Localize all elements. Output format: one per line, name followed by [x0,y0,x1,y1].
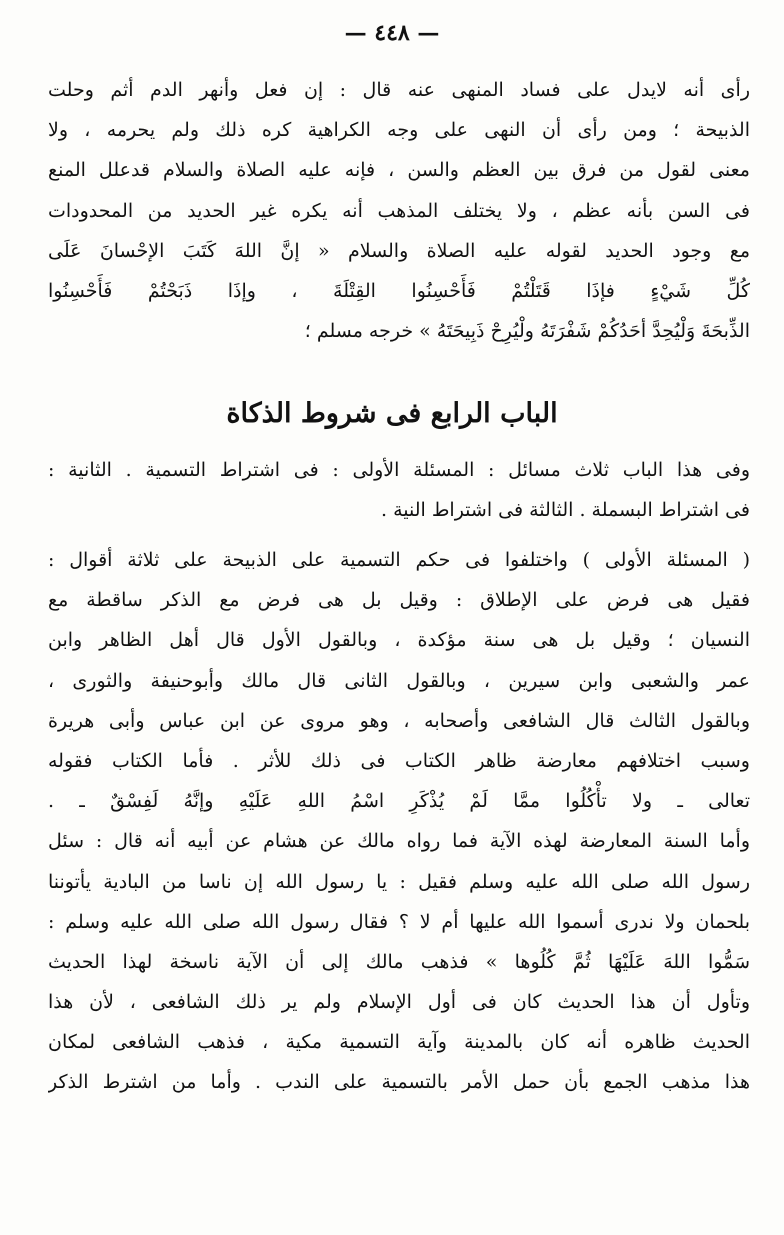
text-line: هذا مذهب الجمع بأن حمل الأمر بالتسمية على الندب . وأما من اشترط الذكر [48,1071,750,1094]
text-line: رسول الله صلى الله عليه وسلم فقيل : يا رسول الله إن ناسا من البادية يأتوننا [48,870,750,893]
paragraph-slaughter-tools [48,70,750,351]
text-line: وبالقول الثالث قال الشافعى وأصحابه ، وهو مروى عن ابن عباس وأبى هريرة [48,709,750,732]
text-line: مع وجود الحديد لقوله عليه الصلاة والسلام « إنَّ اللهَ كَتَبَ الإحْسانَ عَلَى [48,239,750,262]
chapter-heading: الباب الرابع فى شروط الذكاة [226,398,558,429]
text-line: النسيان ؛ وقيل بل هى سنة مؤكدة ، وبالقول الأول قال أهل الظاهر وابن [48,629,750,652]
text-line: فى اشتراط البسملة . الثالثة فى اشتراط النية . [381,499,750,522]
text-line: ( المسئلة الأولى ) واختلفوا فى حكم التسمية على الذبيحة على ثلاثة أقوال : [48,549,750,571]
text-line: فى السن بأنه عظم ، ولا يختلف المذهب أنه يكره غير الحديد من المحدودات [48,199,750,222]
page-number: — ٤٤٨ — [344,20,440,46]
text-line: سَمُّوا اللهَ عَلَيْهَا ثُمَّ كُلُوها » فذهب مالك إلى أن الآية ناسخة لهذا الحديث [48,950,750,973]
text-line: بلحمان ولا ندرى أسموا الله عليها أم لا ؟ فقال رسول الله صلى الله عليه وسلم : [48,910,750,933]
text-line: وسبب اختلافهم معارضة ظاهر الكتاب فى ذلك للأثر . فأما الكتاب فقوله [48,749,750,772]
paragraph-first-issue [48,540,750,1103]
text-line: رأى أنه لايدل على فساد المنهى عنه قال : إن فعل وأنهر الدم أثم وحلت [48,79,750,101]
text-line: الذِّبحَةَ وَلْيُحِدَّ أحَدُكُمْ شَفْرَتَهُ ولْيُرِحْ ذَبِيحَتَهُ » خرجه مسلم ؛ [304,320,750,343]
text-line: فقيل هى فرض على الإطلاق : وقيل بل هى فرض مع الذكر ساقطة مع [48,589,750,612]
text-line: وتأول أن هذا الحديث كان فى أول الإسلام ولم ير ذلك الشافعى ، لأن هذا [48,991,750,1014]
text-line: معنى لقول من فرق بين العظم والسن ، فإنه عليه الصلاة والسلام قدعلل المنع [48,159,750,182]
text-line: الذبيحة ؛ ومن رأى أن النهى على وجه الكراهية كره ذلك ولم يحرمه ، ولا [48,119,750,142]
paragraph-chapter-intro [48,450,750,530]
text-line: وأما السنة المعارضة لهذه الآية فما رواه مالك عن هشام عن أبيه أنه قال : سئل [48,830,750,853]
text-line: تعالى ـ ولا تأْكُلُوا ممَّا لَمْ يُذْكَرِ اسْمُ اللهِ عَلَيْهِ وإنَّهُ لَفِسْقٌ ـ . [48,790,750,813]
text-line: عمر والشعبى وابن سيرين ، وبالقول الثانى قال مالك وأبوحنيفة والثورى ، [48,669,750,692]
text-line: وفى هذا الباب ثلاث مسائل : المسئلة الأولى : فى اشتراط التسمية . الثانية : [48,459,750,481]
text-line: كُلِّ شَيْءٍ فإذَا قَتَلْتُمْ فَأَحْسِنُوا القِتْلَةَ ، وإذَا ذَبَحْتُمْ فَأَحْسِنُوا [48,279,750,302]
text-line: الحديث ظاهره أنه كان بالمدينة وآية التسمية مكية ، فذهب الشافعى لمكان [48,1031,750,1054]
